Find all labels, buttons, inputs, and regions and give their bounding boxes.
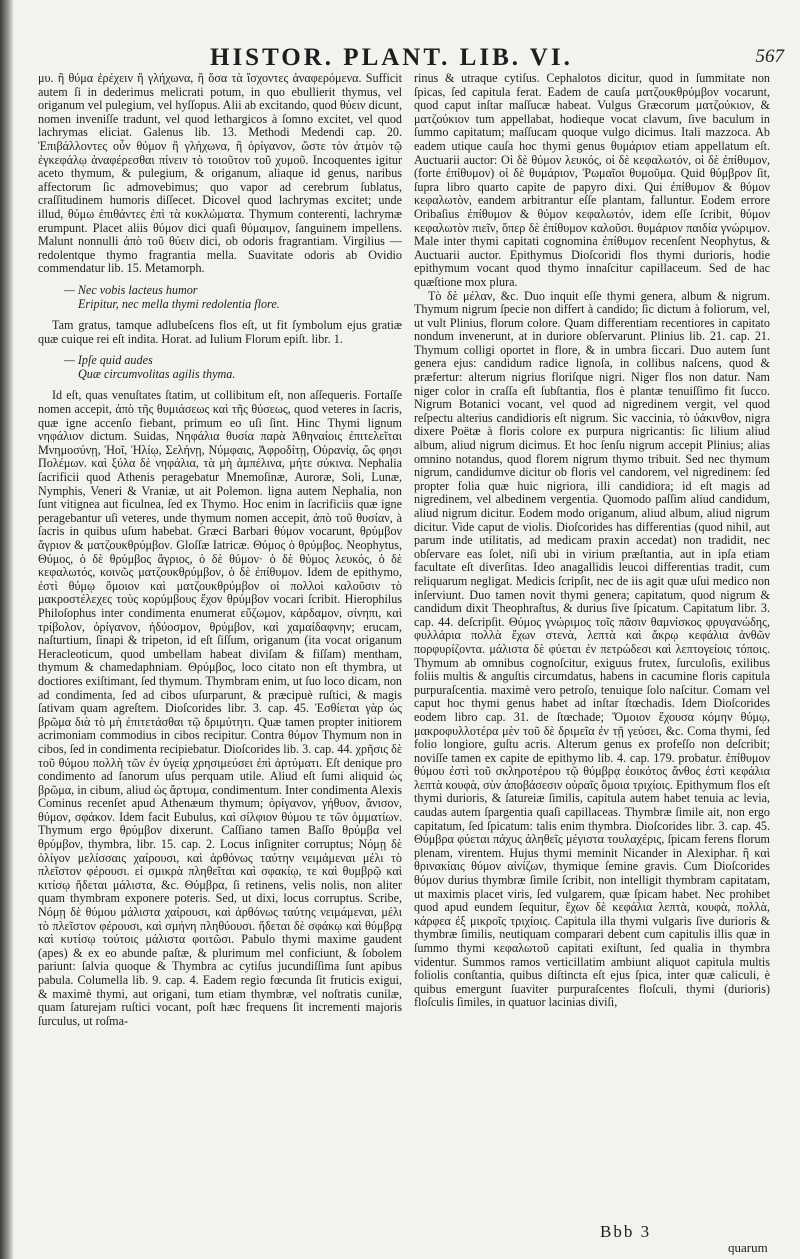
running-head xyxy=(210,44,784,70)
verse-line: Quæ circumvolitas agilis thyma. xyxy=(78,366,236,381)
signature-mark: Bbb 3 xyxy=(600,1222,652,1241)
paragraph: Τὸ δὲ μέλαν, &c. Duo inquit eſſe thymi genera, album & nigrum. Thymum nigrum ſpecie non differt à candido; ſic dictum à foliorum, vel, ut vult Plinius, florum colore. Quam differentiam recentiores in capitato nondum invenerunt, at in duriore obſervarunt. Plinius lib. 21. cap. 21. Thymum colligi oportet in flore, & in umbra ſiccari. Duo autem ſunt genera ejus: candidum radice lignoſa, in collibus naſcens, quod & præfertur: alterum nigrius floriſque nigri. Niger flos non datur. Nam niger color in craſſa eſt ſubſtantia, flos è plantæ tenuiſſimo fit ſucco. Nigrum Botanici vocant, vel quod ad nigredinem vergit, vel quod reſpectu alterius candidioris eſt nigrum. Sic vaccinia, τὸ ὑάκινθον, nigra dixere Poëtæ à floris colore ex purpura nigricantis: ſic lilium aliud album, aliud nigrum dicimus. Et hoc ſenſu nigrum accepit Plinius; alias omnino notandus, quod florem nigrum thymo tribuit. Sed nec thymum nigrum, candidumve dicitur ob floris vel candorem, vel nigredinem: ſed propter folia quæ huic nigriora, illi candidiora; id eſt magis ad nigredinem, vel albedinem vergentia. Quomodo paſſim aliud candidum, aliud nigrum dicitur. Eodem modo origanum, aliud album, aliud nigrum dicitur. Vide caput de violis. Dioſcorides has differentias (quod nihil, aut parum inde utilitatis, ad medicam praxin accedat) non tradidit, nec obſervare eas ſolet, niſi ubi in virium præſtantia, aut in ipſa etiam facultate eſt diverſitas. Ideo anagallidis leucoi differentias tradit, cum reliquarum negligat. Medicis ſcripſit, nec de iis agit quæ uſui medico non inſerviunt. Duo tamen novit thymi genera; capitatum, quod nigrum & candidum dixit Theophraſtus, & durius ſive ſpicatum. Capitatum libr. 3. cap. 44. deſcripſit. Θύμος γνώριμος τοῖς πᾶσιν θαμνίσκος φρυγανώδης, φυλλάρια πολλὰ ἔχων στενὰ, λεπτὰ καὶ ἄκρῳ κεφάλια ἀνθῶν πορφυρίζοντα. μάλιστα δὲ φύεται ἐν πετρώδεσι καὶ λεπτογείοις τόποις. Thymum ab omnibus cognoſcitur, exiguus frutex, ſurculoſis, exilibus foliis multis & anguſtis circumdatus, habens in cacumine floris capitula purpuraſcentia. maximè vero petroſo, tenuique ſolo naſcitur. Comam vel caput hoc thymi genus habet ad inſtar ſtœchadis. Idem Dioſcorides eodem libro cap. 31. de ſtœchade; Ὅμοιον ἔχουσα κόμην θύμῳ, μακροφυλλοτέρα μὲν τοῦ δὲ δριμεῖα ἐν τῇ γεύσει, &c. Coma thymi, ſed folio longiore, guſtu acris. Alterum genus ex profeſſo non deſcribit; noviſſe tamen ex capite de epithymo lib. 4. cap. 179. probatur. ἐπίθυμον θύμου ἐστὶ τοῦ σκληροτέρου τῷ θύμβρᾳ ἐοικότος ἄνθος ἐστὶ κεφάλια λεπτὰ κουφὰ, σὺν ἀποβάσεσιν οὐραῖς ὅμοια τριχίοις. Epithymum flos eſt thymi durioris, & ſatureiæ ſimilis, capitula autem habet tenuia ac levia, caudas autem ſpargentia quaſi capillaceas. Thymbræ ſimile ait, non ergo capitatum, ſed ſpicatum: talis enim thymbra. Dioſcorides libr. 3. cap. 45. Θύμβρα φύεται πάχυς ἀληθεῖς μέγιστα τουλαχέρις, ſpicam ferens florum plenam, virentem. Hujus thymi meminit Nicander in Alexiphar. ἢ καὶ θρινακίαις θύμον αἰνίζων, thymique ſemine gravis. Cum Dioſcorides θύμον durius thymbræ ſimile ſcribit, non intelligit thymbram capitatam, ut maximis placet viris, ſed vulgarem, quæ ſpicam habet. Nec prohibet quod apud eundem ſequitur, ἔχων δὲ κεφάλια λεπτὰ, κουφὰ, πολλὰ, κάρφεα ἐξ μικροῖς τριχίοις. Capitula illa thymi vulgaris ſive durioris & thymbræ ſimilis, neutiquam comparari debent cum capitulis illis quæ in ſummo thymi κεφαλωτοῦ capitati exiſtunt, ſed qualia in thymbra videntur. Summos ramos verticillatim ambiunt aliquot capitula multis foliolis conſtantia, quibus diſtincta eſt ejus ſpica, inter quæ caliculi, è quibus emergunt ſuaviter purpuraſcentes floſculi, thymi (durioris) floſculis ſimiles, in quatuor lacinias diviſi, xyxy=(414,288,770,1010)
paragraph: Id eſt, quas venuſtates ſtatim, ut collibitum eſt, non aſſequeris. Fortaſſe nomen accepit, ἀπὸ τῆς θυμιάσεως καὶ τῆς θύσεως, quod veteres in ſacris, quæ igne accenſo fiebant, primum eo uſi ſint. Hinc Thymi lignum νηφάλιον dictum. Suidas, Νηφάλια θυσία παρὰ Ἀθηναίοις ἐπιτελεῖται Μνημοσύνῃ, Ἠοῖ, Ἡλίῳ, Σελήνῃ, Νύμφαις, Ἀφροδίτῃ, Οὐρανίᾳ, ὥς φησι Πολέμων. καὶ ξύλα δὲ νηφάλια, τὰ μὴ ἀμπέλινα, μήτε σύκινα. Nephalia ſacrificii quod Athenis peragebatur Mnemoſinæ, Auroræ, Soli, Lunæ, Nymphis, Veneri & Vraniæ, ut ait Polemon. ligna autem Nephalia, non ſunt vitignea aut ficulnea, ſed ex Thymo. Hoc enim in ſacrificiis quæ igne peragebantur uſi veteres, unde thymum nomen accepit, ἀπὸ τοῦ θυσίαν, à ſacris in quibus uſum habebat. Græci Barbari θύμον vocarunt, θρύμβον ἄγριον & ματζουκθρύμβον. Gloſſæ Iatricæ. Θύμος ὁ θρύμβος. Neophytus, Θύμος, ὁ δὲ θρύμβος ἄγριος, ὁ δὲ θύμον· ὁ δὲ θύμος λευκός, ὁ δὲ κεφαλωτός, κοινῶς ματζουκθρύμβον, ὁ δὲ ἐπίθυμον. Idem de epithymo, ἐστὶ θύμῳ ὅμοιον καὶ ματζουκθρύμβον οἱ πολλοὶ καλοῦσιν τὸ μακροστέλεχες τοὺς κορύμβους ἔχον θρύμβον vocari ſcribit. Hierophilus Philoſophus inter condimenta enumerat εὔζωμον, κάρδαμον, σίνηπι, καὶ τρίβολον, ὀρίγανον, ἡδύοσμον, θρύμβον, καὶ χαμαίδαφνην; erucam, naſturtium, ſinapi & tripeton, id eſt ſiſſum, origanum (ita vocat origanum Heracleoticum, quod umbellam habeat diviſam & fiſſam) mentham, thymum & chamedaphniam. Θρύμβος, loco citato non eſt thymbra, ut doctiores exiſtimant, ſed thymum. Thymbram enim, ut ſuo loco dicam, non ad condimenta, ſed ad cibos uſurparunt, & præcipuè ruſtici, & magis ſativam quam agreſtem. Dioſcorides libr. 3. cap. 45. Ἐσθίεται γὰρ ὡς βρῶμα διὰ τὸ μὴ ἐπιτετάσθαι τῷ δριμύτητι. Quæ tamen propter initiorem acrimoniam commodius in cibos recipitur. Contra θύμον Thymum non in cibos, ſed in condimenta recipiebatur. Dioſcorides lib. 3. cap. 44. χρῆσις δὲ τοῦ θύμου πολλὴ τῶν ἐν ὑγείᾳ χρησιμεύσει ἐπὶ ἀρτύματι. Eſt denique pro condimento ad ſanorum uſus perquam utile. Aliud eſt ſumi aliquid ὡς βρῶμα, in cibum, aliud ὡς ἄρτυμα, condimentum. Inter condimenta Alexis Cominus recenſet apud Athenæum thymum; ὀρίγανον, γήθυον, ἄνισον, θύμον, σφάκον. Idem facit Eubulus, καὶ σίλφιον θύμου τε τῶν ὀμματίων. Thymum ergo θρύμβον dixerunt. Caſſiano tamen Baſſo θρύμβα vel θρύμβον, thymbra, libr. 15. cap. 2. Locus inſigniter corruptus; Νόμῃ δὲ ὀλίγον μελίσσαις χαίρουσι, καὶ ἀρθόνως ταύτην νειμάμεναι μέλι τὸ πλεῖστον φέρουσι. εἰ σμικρὰ πληθεῖται καὶ σφακίῳ, τε καὶ θυμβρῷ καὶ κιτίσῳ ἥδεται μάλιστα, &c. Θύμβρα, ſi retinens, velis nolis, non aliter quam thymbram exponere poteris. Sed, ut dixi, locus corruptus. Scribe, Νόμῃ δὲ θύμου μάλιστα χαίρουσι, καὶ ἀρθόνως ταύτης νειμάμεναι, μέλι τὸ πλεῖστον φέρουσι, καὶ σμήνη πληθύουσι. ἥδεται δὲ σφάκῳ καὶ θύμβρᾳ καὶ κυτίσῳ τούτοις μάλιστα φοιτῶσι. Pabulo thymi maxime gaudent (apes) & ex eo abunde paſtæ, & plurimum mel conficiunt, & ſobolem pariunt: ſalvia quoque & Thymbra ac cytiſus jucundiſſima ſunt apibus pabula. Columella lib. 9. cap. 4. Eadem regio fœcunda ſit fruticis exigui, & maximè thymi, aut origani, tum etiam thymbræ, vel noſtratis cunilæ, quam ſaturejam ruſtici vocant, poſt hæc frequens ſit incrementi majoris ſurculus, ut roſma- xyxy=(38,388,402,1028)
paragraph: Tam gratus, tamque adlubeſcens flos eſt, ut fit ſymbolum ejus gratiæ quæ cuique rei eſt indita. Horat. ad Iulium Florum epiſt. libr. 1. xyxy=(38,318,402,346)
paragraph: rinus & utraque cytiſus. Cephalotos dicitur, quod in ſummitate non ſpicas, ſed capitula ferat. Eadem de cauſa ματζουκθρύμβον vocarunt, quod caput inſtar maſſucæ habeat. Vulgus Græcorum ματζούκιον, & ματζούκιον tum appellabat, hodieque vocat clavum, ſive baculum in ſummo capitatum; maſſucam quoque vulgo dicimus. Itali mazzoca. Ab eadem utique cauſa hoc thymi genus θυμάριον etiam appellatum eſt. Auctuarii auctor: Οἱ δὲ θύμον λευκός, οἱ δὲ κεφαλωτόν, οἱ δὲ ἐπίθυμον, (forte ἐπίθυμον) οἱ δὲ θυμάριον, Ῥωμαῖοι θυμοῦμα. Quid θύμβρον ſit, ſupra libro quarto capite de papyro dixi. Qui ἐπίθυμον & θύμον κεφαλωτὸν, eandem arbitrantur eſſe plantam, falluntur. Eodem errore Oribaſius ἐπίθυμον & θύμον κεφαλωτόν, idem eſſe ſcribit, θύμον κεφαλωτὸν πιεῖν, ὅπερ δὲ ἐπίθυμον καλοῦσι. θυμάριον παιδία γνώριμον. Male inter thymi capitati cognomina ἐπίθυμον recenſent Neophytus, & Auctuarii auctor. Epithymus Dioſcoridi flos thymi durioris, hodie epithymum vocant quod thymo innaſcitur capillaceum. Sed de hac quæſtione mox plura. xyxy=(414,72,770,289)
running-title: HISTOR. PLANT. LIB. VI. xyxy=(210,44,573,71)
catchword: quarum xyxy=(728,1240,768,1255)
verse-line: — Nec vobis lacteus humor xyxy=(64,282,198,297)
paragraph: μυ. ἢ θύμα ἐρέχειν ἢ γλήχωνα, ἢ ὅσα τὰ ἴσχοντες ἀναφερόμενα. Sufficit autem ſi in dederimus melicrati potum, in quo ebullierit thymus, vel origanum vel pulegium, vel hyſſopus. Alii ab excitando, quod θύειν dicunt, nomen inveniſſe tradunt, vel quod lethargicos à ſomno excitet, vel quod lachrymas eliciat. Galenus lib. 13. Methodi Medendi cap. 20. Ἐπιβάλλοντες οὖν θύμον ἢ γλήχωνα, ἢ ὀρίγανον, ὥστε τὸν ἀτμὸν τῷ ἐγκεφάλῳ ἀναφέρεσθαι πίνειν τὸ τοιοῦτον τοῦ χυμοῦ. Incoquentes igitur aceto thymum, & pulegium, & origanum, aliaque id genus, naribus affectorum ſic admovebimus; quo vapor ad cerebrum ſublatus, craſſitudinem humoris diſſecet. Dicovel quod lachrymas excitet; unde illud, θύμω ἐπιθάντες ἐπὶ τὰ κυκλώματα. Thymum conterenti, lachrymæ erumpunt. Placet aliis θύμον dici quaſi θύμαιμον, ſanguinem impellens. Malunt nonnulli ἀπὸ τοῦ θύειν dici, ob odoris fragrantiam. Virgilius — redolentque thymo fragrantia mella. Suavitate odoris ab Ovidio commendatur lib. 15. Metamorph. xyxy=(38,72,402,276)
verse-line: — Ipſe quid audes xyxy=(64,353,153,368)
left-column xyxy=(38,72,402,1202)
page-gutter-shadow xyxy=(0,0,14,1259)
right-column xyxy=(414,72,770,1192)
page-number: 567 xyxy=(755,46,784,67)
verse-line: Eripitur, nec mella thymi redolentia flore. xyxy=(78,296,280,311)
